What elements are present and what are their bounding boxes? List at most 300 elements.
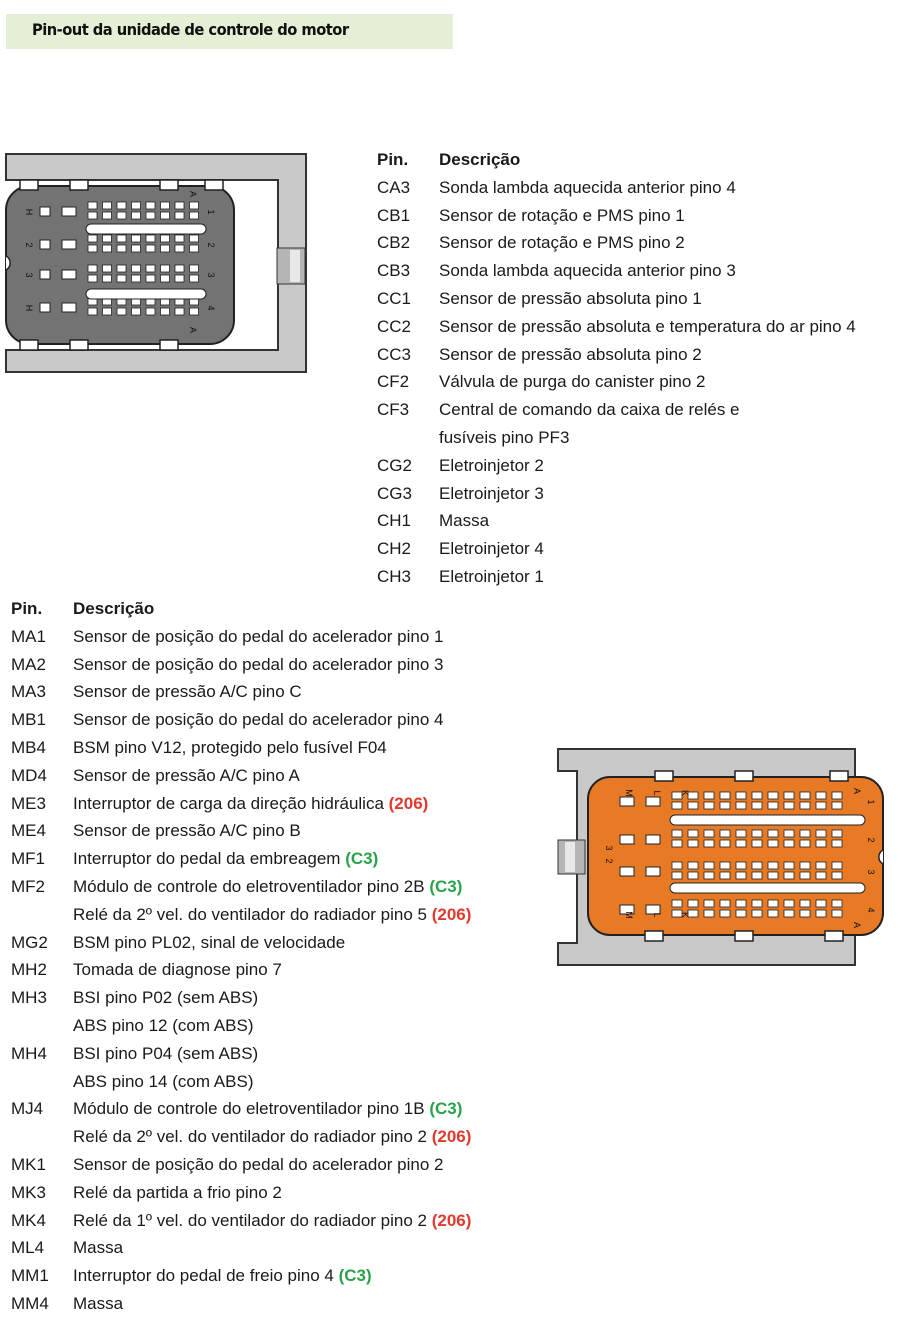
description-text: Sensor de pressão absoluta pino 2 bbox=[439, 344, 702, 364]
pin-cavity bbox=[103, 265, 112, 272]
pin-cavity bbox=[117, 245, 126, 252]
model-note-badge: (C3) bbox=[429, 876, 463, 896]
body-notch bbox=[70, 180, 88, 190]
description-text: Eletroinjetor 2 bbox=[439, 455, 544, 475]
pin-description bbox=[439, 372, 706, 392]
column-letter-bottom: A bbox=[188, 326, 198, 334]
pin-cavity bbox=[62, 303, 76, 312]
pin-description bbox=[73, 988, 258, 1008]
pin-cavity bbox=[800, 830, 810, 837]
row-label-left: 2 bbox=[24, 242, 34, 248]
pin-code: CH2 bbox=[377, 539, 412, 559]
connector-diagram-orange bbox=[550, 745, 890, 970]
row-label-left-top: K bbox=[680, 789, 690, 797]
pin-code: MH4 bbox=[11, 1043, 47, 1063]
description-text: Sensor de pressão absoluta pino 1 bbox=[439, 288, 702, 308]
body-notch bbox=[20, 180, 38, 190]
housing-latch-inner bbox=[290, 250, 300, 282]
pin-code: MF2 bbox=[11, 876, 45, 896]
pin-cavity bbox=[62, 240, 76, 249]
pin-code: CC2 bbox=[377, 316, 412, 336]
pin-cavity bbox=[146, 245, 155, 252]
row-label-left: H bbox=[24, 208, 34, 216]
description-text: Tomada de diagnose pino 7 bbox=[73, 960, 282, 980]
description-text: Massa bbox=[439, 511, 490, 531]
row-label-left-mid: 3 bbox=[604, 845, 614, 851]
description-text: Massa bbox=[73, 1293, 124, 1313]
pin-cavity bbox=[161, 265, 170, 272]
pin-cavity bbox=[175, 235, 184, 242]
description-text: Relé da 2º vel. do ventilador do radiador pino 2 bbox=[73, 1127, 427, 1147]
pin-cavity bbox=[720, 872, 730, 879]
description-text: Relé da partida a frio pino 2 bbox=[73, 1182, 282, 1202]
pin-cavity bbox=[784, 900, 794, 907]
pin-cavity bbox=[132, 235, 141, 242]
pin-cavity bbox=[704, 910, 714, 917]
pin-cavity bbox=[103, 202, 112, 209]
pin-cavity bbox=[720, 900, 730, 907]
pin-cavity bbox=[672, 872, 682, 879]
pin-cavity bbox=[161, 212, 170, 219]
pin-code: MF1 bbox=[11, 849, 45, 869]
pin-cavity bbox=[832, 840, 842, 847]
pin-cavity bbox=[620, 797, 634, 806]
pin-cavity bbox=[646, 867, 660, 876]
pin-cavity bbox=[752, 802, 762, 809]
pin-code: CG3 bbox=[377, 483, 412, 503]
pin-cavity bbox=[832, 830, 842, 837]
row-label-right: 2 bbox=[866, 837, 876, 843]
rib-slot bbox=[670, 815, 865, 825]
pin-cavity bbox=[832, 900, 842, 907]
pin-cavity bbox=[768, 830, 778, 837]
pin-cavity bbox=[800, 900, 810, 907]
pin-cavity bbox=[146, 265, 155, 272]
header-description: Descrição bbox=[73, 599, 155, 618]
pin-cavity bbox=[146, 275, 155, 282]
connector-diagram-grey bbox=[0, 150, 320, 380]
body-notch bbox=[70, 340, 88, 350]
pin-cavity bbox=[190, 212, 199, 219]
description-text: Relé da 1º vel. do ventilador do radiador pino 2 bbox=[73, 1210, 427, 1230]
pin-cavity bbox=[832, 862, 842, 869]
body-notch bbox=[20, 340, 38, 350]
pin-cavity bbox=[752, 830, 762, 837]
pin-description bbox=[73, 655, 444, 675]
pin-cavity bbox=[190, 275, 199, 282]
pin-cavity bbox=[672, 830, 682, 837]
pin-cavity bbox=[816, 862, 826, 869]
pin-cavity bbox=[40, 270, 50, 279]
pin-code: MH3 bbox=[11, 988, 47, 1008]
pin-cavity bbox=[832, 910, 842, 917]
pin-code: CA3 bbox=[377, 177, 411, 197]
pin-cavity bbox=[646, 835, 660, 844]
pin-description bbox=[73, 960, 282, 980]
pin-cavity bbox=[88, 275, 97, 282]
pin-cavity bbox=[816, 802, 826, 809]
pin-cavity bbox=[132, 308, 141, 315]
pin-cavity bbox=[816, 910, 826, 917]
pin-description bbox=[439, 206, 685, 226]
pin-cavity bbox=[190, 235, 199, 242]
rib-slot bbox=[86, 224, 206, 234]
description-text: Interruptor do pedal da embreagem bbox=[73, 849, 341, 869]
pin-cavity bbox=[704, 840, 714, 847]
pin-cavity bbox=[816, 872, 826, 879]
pin-cavity bbox=[736, 900, 746, 907]
housing-latch-inner bbox=[565, 842, 575, 872]
pin-cavity bbox=[816, 830, 826, 837]
pin-cavity bbox=[672, 900, 682, 907]
pin-cavity bbox=[784, 862, 794, 869]
pin-description bbox=[439, 400, 740, 420]
pin-description bbox=[73, 794, 428, 814]
pin-description bbox=[73, 1294, 123, 1314]
description-text: Interruptor de carga da direção hidráulica bbox=[73, 793, 384, 813]
pin-description bbox=[73, 682, 302, 702]
pin-description bbox=[439, 178, 736, 198]
pin-cavity bbox=[816, 792, 826, 799]
pin-cavity bbox=[784, 872, 794, 879]
row-label-left: H bbox=[24, 304, 34, 312]
pin-cavity bbox=[736, 840, 746, 847]
pin-cavity bbox=[88, 212, 97, 219]
pin-cavity bbox=[103, 275, 112, 282]
pin-cavity bbox=[800, 792, 810, 799]
pin-cavity bbox=[688, 862, 698, 869]
pin-description bbox=[73, 627, 444, 647]
description-text: Sensor de pressão A/C pino C bbox=[73, 682, 302, 702]
pin-code: MA2 bbox=[11, 654, 46, 674]
row-label-right: 3 bbox=[866, 869, 876, 875]
body-notch bbox=[735, 931, 753, 941]
row-label-left-bottom: K bbox=[680, 911, 690, 919]
pin-cavity bbox=[117, 202, 126, 209]
pin-description bbox=[439, 317, 856, 337]
row-label-left-bottom: M bbox=[624, 911, 634, 919]
pin-cavity bbox=[175, 265, 184, 272]
pin-cavity bbox=[103, 212, 112, 219]
pin-cavity bbox=[800, 840, 810, 847]
pin-cavity bbox=[832, 872, 842, 879]
pin-cavity bbox=[161, 245, 170, 252]
pin-cavity bbox=[103, 245, 112, 252]
pin-cavity bbox=[720, 830, 730, 837]
pin-description bbox=[73, 1238, 123, 1258]
pin-cavity bbox=[190, 245, 199, 252]
body-notch bbox=[825, 931, 843, 941]
pin-code: MG2 bbox=[11, 932, 48, 952]
pin-cavity bbox=[62, 207, 76, 216]
pin-cavity bbox=[190, 308, 199, 315]
pin-cavity bbox=[784, 840, 794, 847]
pin-description bbox=[439, 289, 702, 309]
description-text: Módulo de controle do eletroventilador pino 2B bbox=[73, 876, 425, 896]
pin-description bbox=[73, 905, 471, 925]
pin-description bbox=[439, 261, 736, 281]
pin-cavity bbox=[784, 802, 794, 809]
pin-code: MJ4 bbox=[11, 1099, 44, 1119]
model-note-badge: (206) bbox=[388, 793, 429, 813]
pin-description bbox=[73, 849, 378, 869]
pin-description bbox=[439, 456, 544, 476]
row-label-left-bottom: L bbox=[652, 912, 662, 918]
row-label-left-mid: 2 bbox=[604, 858, 614, 864]
pin-description bbox=[73, 1266, 372, 1286]
pin-cavity bbox=[88, 245, 97, 252]
pin-cavity bbox=[146, 235, 155, 242]
header-pin: Pin. bbox=[377, 150, 409, 169]
pin-code: MM4 bbox=[11, 1293, 49, 1313]
body-notch bbox=[205, 180, 223, 190]
description-text: Sensor de posição do pedal do acelerador pino 3 bbox=[73, 654, 444, 674]
pin-code: CH1 bbox=[377, 511, 412, 531]
pin-cavity bbox=[40, 207, 50, 216]
pin-description bbox=[73, 1127, 471, 1147]
pin-description bbox=[73, 1072, 253, 1092]
pin-cavity bbox=[736, 862, 746, 869]
body-notch bbox=[160, 180, 178, 190]
pin-cavity bbox=[672, 802, 682, 809]
pin-cavity bbox=[768, 840, 778, 847]
pin-description bbox=[73, 821, 301, 841]
pin-cavity bbox=[132, 245, 141, 252]
pin-cavity bbox=[704, 862, 714, 869]
pin-description bbox=[439, 539, 544, 559]
model-note-badge: (206) bbox=[431, 1127, 472, 1147]
pin-cavity bbox=[646, 797, 660, 806]
pin-cavity bbox=[800, 910, 810, 917]
pin-cavity bbox=[688, 802, 698, 809]
column-letter-top: A bbox=[852, 787, 862, 795]
pin-cavity bbox=[117, 275, 126, 282]
description-text: fusíveis pino PF3 bbox=[439, 427, 570, 447]
pin-code: CC1 bbox=[377, 288, 412, 308]
column-letter-top: A bbox=[188, 190, 198, 198]
pin-cavity bbox=[768, 872, 778, 879]
pin-cavity bbox=[720, 802, 730, 809]
pin-code: MM1 bbox=[11, 1266, 49, 1286]
pin-code: ME3 bbox=[11, 793, 46, 813]
header-pin: Pin. bbox=[11, 599, 43, 618]
description-text: Eletroinjetor 4 bbox=[439, 539, 544, 559]
rib-slot bbox=[86, 289, 206, 299]
body-notch bbox=[160, 340, 178, 350]
pin-cavity bbox=[132, 275, 141, 282]
pin-cavity bbox=[161, 308, 170, 315]
pin-cavity bbox=[768, 900, 778, 907]
pin-description bbox=[73, 1016, 253, 1036]
description-text: Válvula de purga do canister pino 2 bbox=[439, 372, 706, 392]
pin-cavity bbox=[62, 270, 76, 279]
pin-cavity bbox=[752, 792, 762, 799]
pin-code: MH2 bbox=[11, 960, 47, 980]
pin-cavity bbox=[117, 235, 126, 242]
pin-cavity bbox=[672, 840, 682, 847]
pin-cavity bbox=[190, 265, 199, 272]
pin-cavity bbox=[720, 910, 730, 917]
pin-description bbox=[73, 1155, 444, 1175]
pin-code: MA1 bbox=[11, 626, 46, 646]
page-title: Pin-out da unidade de controle do motor bbox=[32, 20, 349, 39]
model-note-badge: (C3) bbox=[429, 1099, 463, 1119]
pin-cavity bbox=[816, 840, 826, 847]
pin-description bbox=[439, 428, 569, 448]
pin-cavity bbox=[146, 212, 155, 219]
description-text: Sensor de pressão absoluta e temperatura do ar pino 4 bbox=[439, 316, 856, 336]
description-text: ABS pino 14 (com ABS) bbox=[73, 1071, 254, 1091]
pin-description bbox=[439, 484, 544, 504]
pin-description bbox=[73, 766, 300, 786]
pin-description bbox=[73, 710, 444, 730]
pin-cavity bbox=[752, 840, 762, 847]
body-notch bbox=[655, 771, 673, 781]
pin-cavity bbox=[190, 202, 199, 209]
pin-description bbox=[73, 877, 462, 897]
pin-code: CH3 bbox=[377, 566, 412, 586]
body-notch bbox=[735, 771, 753, 781]
pin-cavity bbox=[146, 308, 155, 315]
row-label-right: 2 bbox=[206, 242, 216, 248]
pin-code: MK3 bbox=[11, 1182, 46, 1202]
pin-cavity bbox=[688, 900, 698, 907]
pin-code: CF3 bbox=[377, 400, 410, 420]
description-text: Interruptor do pedal de freio pino 4 bbox=[73, 1266, 334, 1286]
pin-cavity bbox=[103, 308, 112, 315]
pin-cavity bbox=[800, 872, 810, 879]
row-label-right: 3 bbox=[206, 272, 216, 278]
model-note-badge: (206) bbox=[431, 904, 472, 924]
description-text: Sonda lambda aquecida anterior pino 4 bbox=[439, 177, 736, 197]
pin-cavity bbox=[40, 303, 50, 312]
pin-cavity bbox=[784, 792, 794, 799]
description-text: Eletroinjetor 3 bbox=[439, 483, 544, 503]
row-label-left-top: L bbox=[652, 790, 662, 796]
pin-cavity bbox=[688, 840, 698, 847]
pin-cavity bbox=[117, 265, 126, 272]
pin-description bbox=[439, 345, 702, 365]
pin-cavity bbox=[103, 235, 112, 242]
pin-cavity bbox=[704, 830, 714, 837]
pin-cavity bbox=[768, 792, 778, 799]
pin-cavity bbox=[736, 872, 746, 879]
model-note-badge: (206) bbox=[431, 1210, 472, 1230]
pin-cavity bbox=[752, 910, 762, 917]
pin-cavity bbox=[752, 862, 762, 869]
pin-cavity bbox=[88, 235, 97, 242]
pin-cavity bbox=[672, 862, 682, 869]
pin-description bbox=[73, 1183, 282, 1203]
pin-cavity bbox=[175, 245, 184, 252]
description-text: Sensor de pressão A/C pino B bbox=[73, 821, 301, 841]
row-label-right: 1 bbox=[206, 209, 216, 215]
model-note-badge: (C3) bbox=[345, 849, 379, 869]
description-text: Sensor de posição do pedal do acelerador pino 4 bbox=[73, 710, 444, 730]
pin-cavity bbox=[88, 308, 97, 315]
pin-cavity bbox=[620, 835, 634, 844]
pin-code: CG2 bbox=[377, 455, 412, 475]
pin-code: ML4 bbox=[11, 1238, 45, 1258]
pin-code: CB3 bbox=[377, 261, 411, 281]
pin-cavity bbox=[784, 830, 794, 837]
pin-cavity bbox=[117, 212, 126, 219]
pin-cavity bbox=[175, 275, 184, 282]
pin-code: CB2 bbox=[377, 233, 411, 253]
pin-cavity bbox=[768, 802, 778, 809]
description-text: ABS pino 12 (com ABS) bbox=[73, 1015, 254, 1035]
pin-description bbox=[439, 511, 489, 531]
pin-code: MK4 bbox=[11, 1210, 46, 1230]
description-text: BSM pino V12, protegido pelo fusível F04 bbox=[73, 737, 387, 757]
pin-code: ME4 bbox=[11, 821, 46, 841]
description-text: BSI pino P02 (sem ABS) bbox=[73, 988, 259, 1008]
pin-cavity bbox=[175, 308, 184, 315]
pin-cavity bbox=[161, 275, 170, 282]
pin-cavity bbox=[175, 212, 184, 219]
pin-cavity bbox=[132, 202, 141, 209]
pin-cavity bbox=[736, 792, 746, 799]
pin-cavity bbox=[704, 792, 714, 799]
model-note-badge: (C3) bbox=[338, 1266, 372, 1286]
pin-cavity bbox=[768, 910, 778, 917]
pin-cavity bbox=[161, 202, 170, 209]
pin-code: MA3 bbox=[11, 682, 46, 702]
pin-cavity bbox=[832, 792, 842, 799]
pin-cavity bbox=[175, 202, 184, 209]
pin-description bbox=[439, 233, 685, 253]
pin-cavity bbox=[88, 202, 97, 209]
column-letter-bottom: A bbox=[852, 921, 862, 929]
pin-cavity bbox=[768, 862, 778, 869]
description-text: Sensor de rotação e PMS pino 1 bbox=[439, 205, 685, 225]
pin-cavity bbox=[704, 872, 714, 879]
pin-cavity bbox=[117, 308, 126, 315]
pin-cavity bbox=[161, 235, 170, 242]
description-text: Eletroinjetor 1 bbox=[439, 566, 544, 586]
pin-cavity bbox=[40, 240, 50, 249]
pin-cavity bbox=[620, 867, 634, 876]
description-text: Módulo de controle do eletroventilador pino 1B bbox=[73, 1099, 425, 1119]
pin-code: MB4 bbox=[11, 737, 46, 757]
description-text: Sensor de pressão A/C pino A bbox=[73, 765, 300, 785]
pin-cavity bbox=[704, 900, 714, 907]
pin-description bbox=[73, 1044, 258, 1064]
pin-code: MD4 bbox=[11, 765, 47, 785]
description-text: Sensor de posição do pedal do acelerador pino 1 bbox=[73, 626, 444, 646]
row-label-left-top: M bbox=[624, 789, 634, 797]
pin-cavity bbox=[736, 910, 746, 917]
row-label-right: 4 bbox=[866, 907, 876, 913]
pin-cavity bbox=[752, 900, 762, 907]
description-text: Massa bbox=[73, 1238, 124, 1258]
description-text: Sensor de posição do pedal do acelerador pino 2 bbox=[73, 1154, 444, 1174]
pin-cavity bbox=[132, 212, 141, 219]
description-text: BSM pino PL02, sinal de velocidade bbox=[73, 932, 346, 952]
pin-code: MK1 bbox=[11, 1154, 46, 1174]
pin-description bbox=[73, 1211, 471, 1231]
pin-cavity bbox=[784, 910, 794, 917]
description-text: Central de comando da caixa de relés e bbox=[439, 400, 740, 420]
pin-cavity bbox=[688, 872, 698, 879]
header-description: Descrição bbox=[439, 150, 521, 169]
pin-cavity bbox=[752, 872, 762, 879]
pin-cavity bbox=[688, 830, 698, 837]
pin-description bbox=[73, 933, 345, 953]
pin-code: CF2 bbox=[377, 372, 410, 392]
pin-cavity bbox=[736, 802, 746, 809]
pin-cavity bbox=[736, 830, 746, 837]
